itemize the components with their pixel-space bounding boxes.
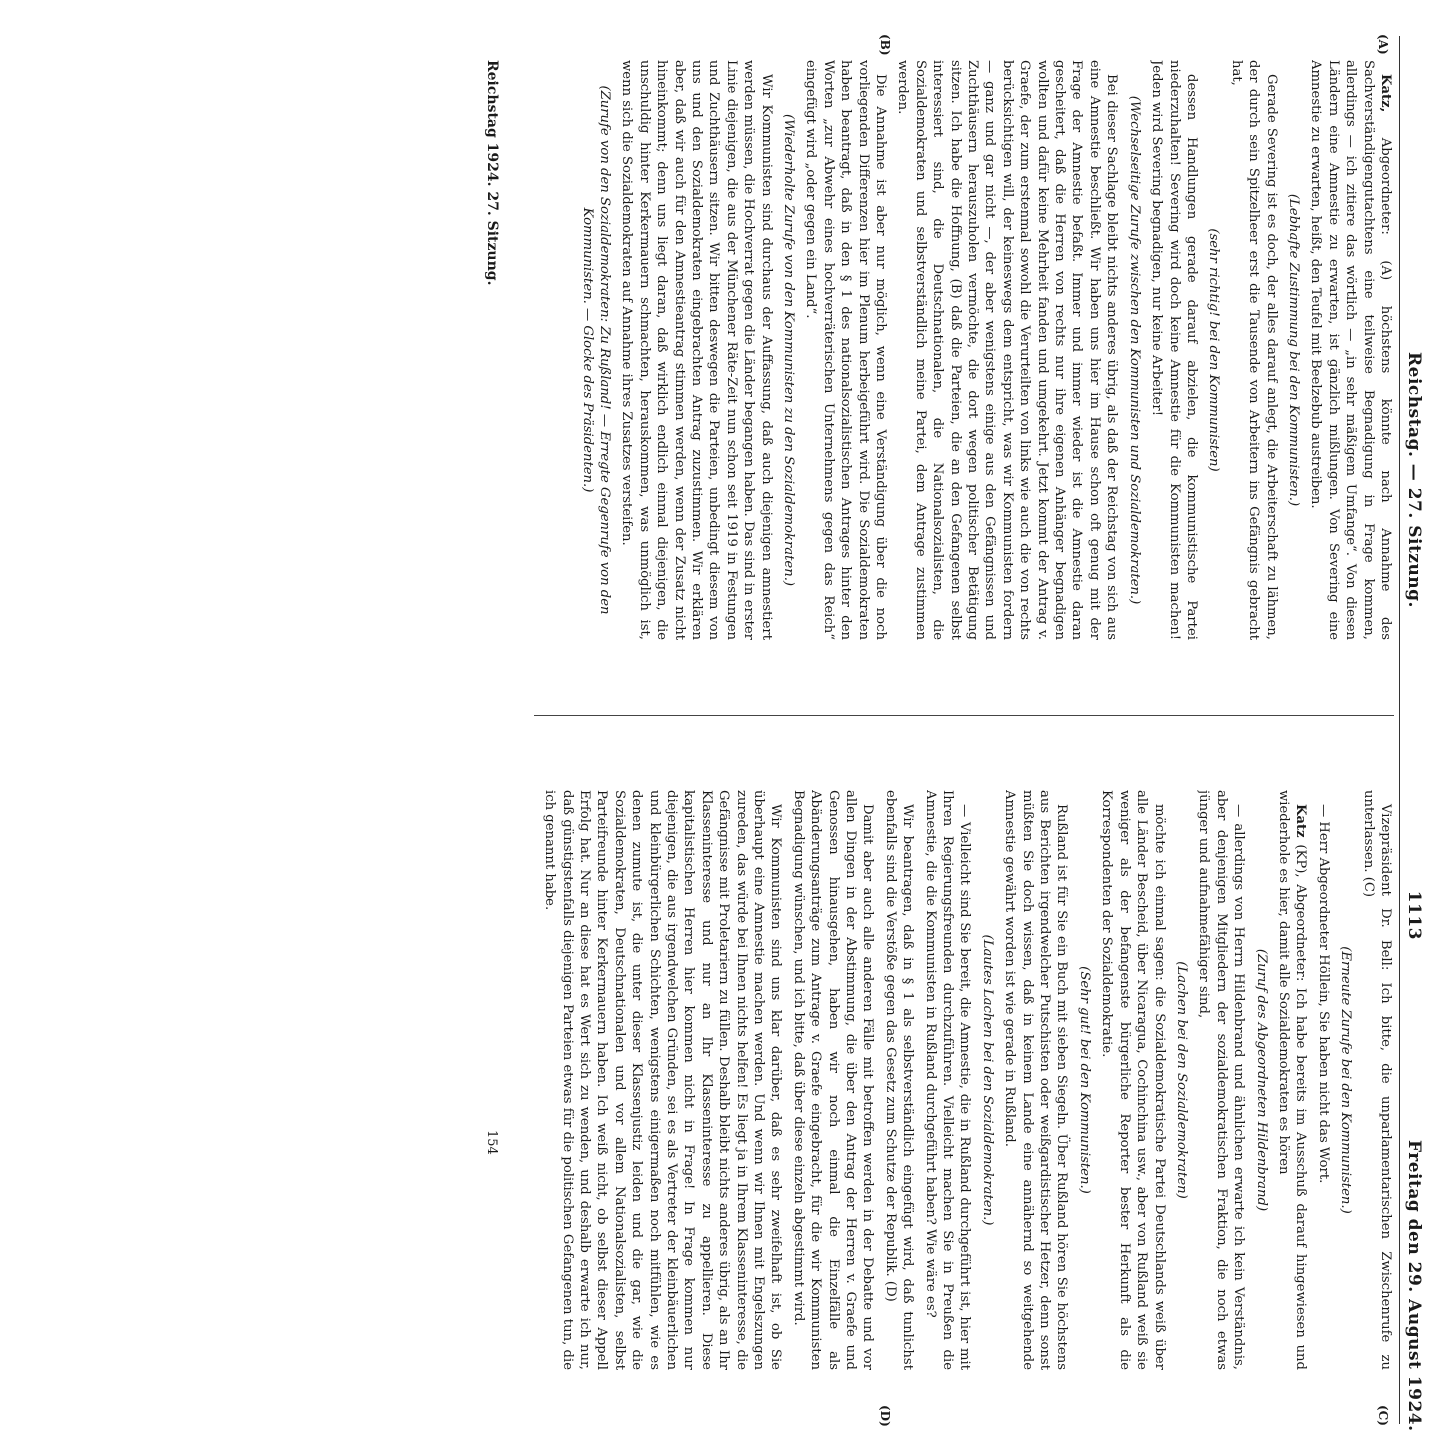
paragraph: — allerdings von Herrn Hildenbrand und ähnlichen erwarte ich kein Verständnis, aber denjenigen Mitgliedern der sozialdemokratischen Fraktion, die noch etwas jünger und aufnahmefähiger sind, (1196, 790, 1247, 1370)
interjection: (Lautes Lachen bei den Sozialdemokraten.) (979, 934, 995, 1226)
paragraph: Rußland ist für Sie ein Buch mit sieben Siegeln. Über Rußland hören Sie höchstens aus Berichten irgendwelcher Putschisten oder weißgardistischer Hetzer, denn sonst müßten Sie doch wissen, daß in keinem Lande eine annähernd so weitgehende Amnestie gewährt worden ist wie gerade in Rußland. (1002, 790, 1070, 1370)
paragraph-text: Ich habe bereits im Ausschuß darauf hingewiesen und wiederhole es hier, damit alle Sozialdemokraten es hören (1275, 790, 1309, 1370)
speaker-name: Katz (1293, 804, 1309, 838)
running-header-left: Reichstag. — 27. Sitzung. (1404, 352, 1424, 608)
paragraph: Wir beantragen, daß in § 1 als selbstverständlich eingefügt wird, daß tunlichst ebenfalls sind die Verstöße gegen das Gesetz zum Schutze der Republik. (D) (882, 790, 916, 1370)
paragraph: dessen Handlungen gerade darauf abzielen, die kommunistische Partei niederzuhalten! Severing wird doch keine Amnestie für die Kommunisten machen! Jeden wird Severing begnadigen, nur keine Arbeiter! (1149, 60, 1199, 640)
interjection: (Zuruf des Abgeordneten Hildenbrand) (1253, 948, 1269, 1212)
interjection: (Wiederholte Zurufe von den Kommunisten zu den Sozialdemokraten.) (781, 113, 796, 587)
paragraph: — Herr Abgeordneter Höllein, Sie haben nicht das Wort. (1315, 804, 1331, 1184)
margin-marker-a: (A) (1376, 34, 1390, 55)
interjection: (sehr richtig! bei den Kommunisten) (1206, 228, 1222, 472)
interjection: (Erneute Zurufe bei den Kommunisten.) (1338, 946, 1354, 1214)
paragraph: Damit aber auch alle anderen Fälle mit betroffen werden in der Debatte und vor allen Dingen in der Abstimmung, die über den Antrag der Herren v. Graefe und Genossen hinausgehen, haben wir noch einmal die Einzelfälle als Abänderungsanträge zum Antrage v. Graefe eingebracht, für die wir Kommunisten Begnadigung wünschen, und ich bitte, daß über diese einzeln abgestimmt wird. (790, 790, 876, 1370)
speaker-role: (KP), Abgeordneter: (1293, 844, 1309, 982)
folio-number: 154 (484, 1130, 499, 1155)
column-divider (534, 715, 1394, 716)
paragraph: Wir Kommunisten sind uns klar darüber, daß es sehr zweifelhaft ist, ob Sie überhaupt eine Amnestie machen werden. Und wenn wir Ihnen mit Engelszungen zureden, das würde bei Ihnen nichts helfen! Es liegt ja in Ihrem Klasseninteresse, die Gefängnisse mit Proletariern zu füllen. Deshalb bleibt nichts anderes übrig, als an Ihr Klasseninteresse und nur an Ihr Klasseninteresse zu appellieren. Diese kapitalistischen Herren hier kommen nicht in Frage! In Frage kommen nur diejenigen, die aus irgendwelchen Gründen, sei es als Vertreter der kleinbäuerlichen und kleinbürgerlichen Schichten, wenigstens einigermaßen noch mitfühlen, wie es denen zumute ist, die unter dieser Klassenjustiz leiden und die gar, wie die Sozialdemokraten, Deutschnationalen und vor allem Nationalsozialisten, selbst Parteifreunde hinter Kerkermauern haben. Ich weiß nicht, ob selbst dieser Appell Erfolg hat. Nur an diese hat es Wert sich zu wenden, und deshalb erwarte ich nur, daß günstigstenfalls diejenigen Parteien etwas für die politischen Gefangenen tun, die ich genannt habe. (542, 790, 784, 1370)
speaker-role: Abgeordneter: (1378, 137, 1393, 235)
paragraph: — Vielleicht sind Sie bereit, die Amnestie, die in Rußland durchgeführt ist, hier mit Ihren Regierungsfreunden durchzuführen. Vielleicht machen Sie in Preußen die Amnestie, die die Kommunisten in Rußland durchgeführt haben? Wie wäre es? (922, 790, 973, 1370)
paragraph: möchte ich einmal sagen: die Sozialdemokratische Partei Deutschlands weiß über alle Länder Bescheid, über Nicaragua, Cochinchina usw., aber von Rußland weiß sie weniger als der befangenste bürgerliche Reporter bester Herkunft als die Korrespondenten der Sozialdemokratie. (1099, 790, 1167, 1370)
margin-marker-b: (B) (878, 34, 892, 56)
margin-marker-d: (D) (878, 1405, 892, 1427)
paragraph-text: (A) höchstens könnte nach Annahme des Sachverständigengutachtens eine teilweise Begnadigung in Frage kommen, allerdings — ich zitiere das wörtlich — „in sehr mäßigem Umfange“. Von diesen Ländern eine Amnestie zu erwarten, ist gänzlich mißlungen. Von Severing eine Amnestie zu erwarten, heißt, den Teufel mit Beelzebub austreiben. (1308, 60, 1393, 640)
paragraph: Wir Kommunisten sind durchaus der Auffassung, daß auch diejenigen amnestiert werden müssen, die Hochverrat gegen die Länder begangen haben. Das sind in erster Linie diejenigen, die aus der Münchener Räte-Zeit nun schon seit 1919 in Festungen und Zuchthäusern sitzen. Wir bitten deswegen die Parteien, unbedingt diesem von uns und den Sozialdemokraten eingebrachten Antrag zuzustimmen. Wir erklären aber, daß wir auch für den Amnestieantrag stimmen werden, wenn der Zusatz nicht hineinkommt; denn uns liegt daran, daß wirklich endlich einmal diejenigen, die unschuldig hinter Kerkermauern schmachten, herauskommen, was unmöglich ist, wenn sich die Sozialdemokraten auf Annahme ihres Zusatzes versteifen. (619, 60, 774, 640)
paragraph: Die Annahme ist aber nur möglich, wenn eine Verständigung über die noch vorliegenden Differenzen hier im Plenum herbeigeführt wird. Die Sozialdemokraten haben beantragt, daß in den § 1 des nationalsozialistischen Antrages hinter den Worten „zur Abwehr eines hochverräterischen Unternehmens gegen das Reich“ eingefügt wird „oder gegen ein Land“. (803, 60, 889, 640)
interjection: (Sehr gut! bei den Kommunisten.) (1076, 966, 1092, 1194)
speaker-name: Katz, (1378, 74, 1393, 113)
paragraph: Gerade Severing ist es doch, der alles darauf anlegt, die Arbeiterschaft zu lähmen, der durch sein Spitzelheer erst die Tausende von Arbeitern ins Gefängnis gebracht hat, (1228, 60, 1279, 640)
interjection: (Lachen bei den Sozialdemokraten) (1173, 961, 1189, 1199)
text-column-left (514, 60, 1394, 640)
interjection: (Lebhafte Zustimmung bei den Kommunisten.) (1285, 193, 1301, 507)
paragraph: Vizepräsident Dr. Bell: Ich bitte, die unparlamentarischen Zwischenrufe zu unterlassen. (C) (1360, 790, 1393, 1370)
page-number: 1113 (1404, 890, 1424, 940)
interjection: (Zurufe von den Sozialdemokraten: Zu Rußland! — Erregte Gegenrufe von den Kommunisten. — Glocke des Präsidenten.) (579, 85, 612, 615)
speaker-paragraph (1307, 60, 1394, 640)
footer-session: Reichstag 1924. 27. Sitzung. (484, 60, 500, 286)
margin-marker-c: (C) (1376, 1405, 1390, 1426)
paragraph: Bei dieser Sachlage bleibt nichts anderes übrig, als daß der Reichstag von sich aus eine Amnestie beschließt. Wir haben uns hier im Hause schon oft genug mit der Frage der Amnestie befaßt. Immer und immer wieder ist die Amnestie daran gescheitert, daß die Herren von rechts nur ihre eigenen Anhänger begnadigen wollten und dafür keine Mehrheit fanden und umgekehrt. Jetzt kommt der Antrag v. Graefe, der zum erstenmal sowohl die Verurteilten von links wie auch die von rechts berücksichtigen will, der keineswegs dem entspricht, was wir Kommunisten fordern — ganz und gar nicht —, der aber wenigstens einige aus den Gefängnissen und Zuchthäusern herauszuholen vermöchte, die dort wegen politischer Betätigung sitzen. Ich habe die Hoffnung, (B) daß die Parteien, die an den Gefangenen selbst interessiert sind, die Deutschnationalen, die Nationalsozialisten, die Sozialdemokraten und selbstverständlich meine Partei, dem Antrage zustimmen werden. (895, 60, 1120, 640)
interjection: (Wechselseitige Zurufe zwischen den Kommunisten und Sozialdemokraten.) (1126, 95, 1142, 605)
speaker-paragraph (1275, 790, 1310, 1370)
header-rule (1399, 36, 1400, 1424)
running-header-right: Freitag den 29. August 1924. (1404, 1140, 1424, 1432)
text-column-right (514, 790, 1394, 1370)
